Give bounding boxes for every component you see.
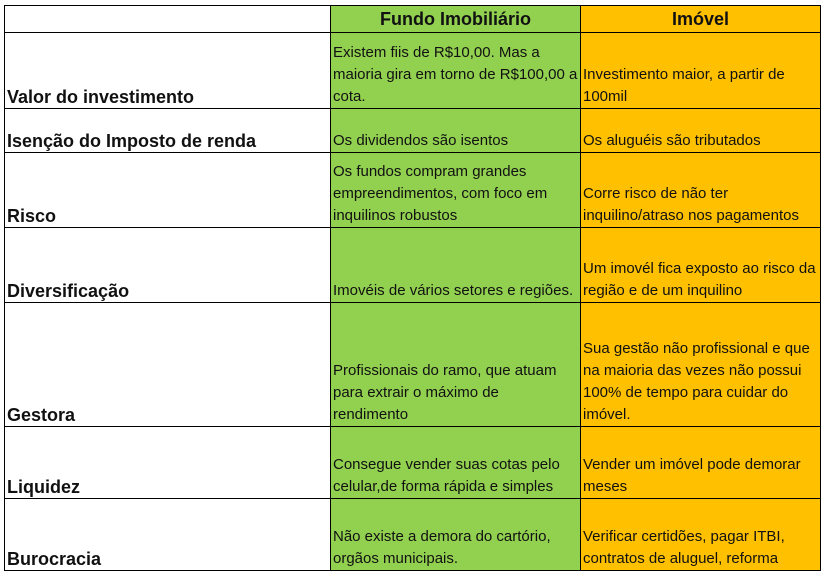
fundo-cell: Profissionais do ramo, que atuam para extrair o máximo de rendimento: [331, 303, 581, 427]
table-row: [5, 499, 821, 571]
row-label-burocracia: Burocracia: [5, 499, 331, 571]
imovel-cell: Investimento maior, a partir de 100mil: [581, 33, 821, 109]
table-row: [5, 427, 821, 499]
row-label-risco: Risco: [5, 153, 331, 228]
header-imovel: Imóvel: [581, 6, 821, 33]
fundo-cell: Os dividendos são isentos: [331, 109, 581, 153]
table-row: [5, 303, 821, 427]
imovel-cell: Vender um imóvel pode demorar meses: [581, 427, 821, 499]
imovel-cell: Os aluguéis são tributados: [581, 109, 821, 153]
fundo-cell: Imovéis de vários setores e regiões.: [331, 228, 581, 303]
fundo-cell: Não existe a demora do cartório, orgãos municipais.: [331, 499, 581, 571]
row-label-isencao-imposto: Isenção do Imposto de renda: [5, 109, 331, 153]
table-row: [5, 228, 821, 303]
header-row: [5, 6, 821, 33]
row-label-valor-investimento: Valor do investimento: [5, 33, 331, 109]
header-fundo-imobiliario: Fundo Imobiliário: [331, 6, 581, 33]
comparison-table: [4, 5, 821, 571]
fundo-cell: Existem fiis de R$10,00. Mas a maioria gira em torno de R$100,00 a cota.: [331, 33, 581, 109]
header-blank-cell: [5, 6, 331, 33]
table-row: [5, 33, 821, 109]
row-label-liquidez: Liquidez: [5, 427, 331, 499]
table-row: [5, 109, 821, 153]
fundo-cell: Consegue vender suas cotas pelo celular,de forma rápida e simples: [331, 427, 581, 499]
imovel-cell: Um imovél fica exposto ao risco da região e de um inquilino: [581, 228, 821, 303]
row-label-diversificacao: Diversificação: [5, 228, 331, 303]
fundo-cell: Os fundos compram grandes empreendimentos, com foco em inquilinos robustos: [331, 153, 581, 228]
table-row: [5, 153, 821, 228]
imovel-cell: Verificar certidões, pagar ITBI, contratos de aluguel, reforma: [581, 499, 821, 571]
imovel-cell: Sua gestão não profissional e que na maioria das vezes não possui 100% de tempo para cuidar do imóvel.: [581, 303, 821, 427]
imovel-cell: Corre risco de não ter inquilino/atraso nos pagamentos: [581, 153, 821, 228]
row-label-gestora: Gestora: [5, 303, 331, 427]
